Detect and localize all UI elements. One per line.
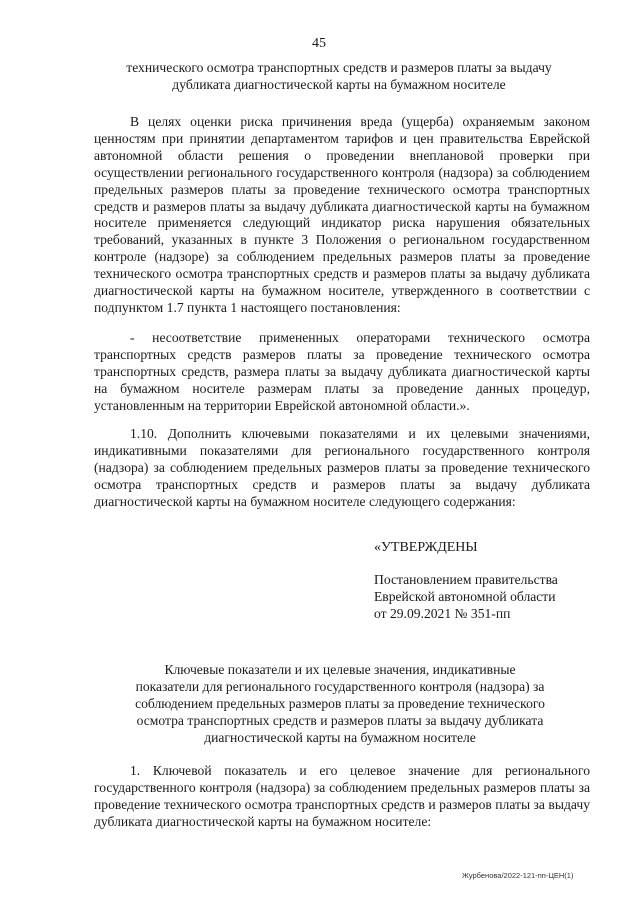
item-1-text: 1. Ключевой показатель и его целевое значение для регионального государственного контроля (надзора) за соблюдением предельных размеров платы за проведение технического осмотра транспортных средств и размеров платы за выдачу дубликата диагностической карты на бумажном носителе: (94, 763, 590, 829)
approval-block (374, 572, 604, 623)
section-heading-line-3: соблюдением предельных размеров платы за проведение технического (135, 695, 545, 711)
continued-heading (96, 60, 582, 94)
section-heading-line-5: диагностической карты на бумажном носителе (204, 729, 476, 745)
item-1-10-paragraph (94, 426, 590, 511)
section-heading-line-4: осмотра транспортных средств и размеров платы за выдачу дубликата (136, 712, 544, 728)
dash-item-text: - несоответствие примененных операторами технического осмотра транспортных средств размеров платы за проведение технического осмотра транспортных средств, размера платы за выдачу дубликата диагностической карты на бумажном носителе размерам платы за проведение данных процедур, установленным на территории Еврейской автономной области.». (94, 330, 590, 413)
document-code: Журбенова/2022-121-пп-ЦЕН(1) (462, 871, 574, 880)
risk-indicator-text: В целях оценки риска причинения вреда (ущерба) охраняемым законом ценностям при принятии департаментом тарифов и цен правительства Еврейской автономной области решения о проведении внеплановой проверки при осуществлении регионального государственного контроля (надзора) за соблюдением предельных размеров платы за проведение технического осмотра транспортных средств и размеров платы за выдачу дубликата диагностической карты на бумажном носителе применяется следующий индикатор риска нарушения обязательных требований, указанных в пункте 3 Положения о региональном государственном контроле (надзоре) за соблюдением предельных размеров платы за проведение технического осмотра транспортных средств и размеров платы за выдачу дубликата диагностической карты на бумажном носителе, утвержденного в соответствии с подпунктом 1.7 пункта 1 настоящего постановления: (94, 114, 590, 315)
approval-title: «УТВЕРЖДЕНЫ (374, 540, 478, 555)
approval-line-3: от 29.09.2021 № 351-пп (374, 605, 511, 621)
section-heading-line-1: Ключевые показатели и их целевые значения, индикативные (164, 662, 516, 677)
approval-line-2: Еврейской автономной области (374, 588, 556, 604)
risk-indicator-paragraph (94, 114, 590, 317)
item-1-paragraph (94, 763, 590, 831)
section-heading-line-2: показатели для регионального государственного контроля (надзора) за (135, 678, 545, 694)
section-heading (100, 662, 580, 747)
item-1-10-text: 1.10. Дополнить ключевыми показателями и их целевыми значениями, индикативными показателями для регионального государственного контроля (надзора) за соблюдением предельных размеров платы за проведение технического осмотра транспортных средств и размеров платы за выдачу дубликата диагностической карты на бумажном носителе следующего содержания: (94, 426, 590, 509)
page-number: 45 (312, 36, 326, 51)
continued-heading-line-1: технического осмотра транспортных средств и размеров платы за выдачу (126, 60, 552, 75)
dash-item-paragraph (94, 330, 590, 415)
continued-heading-line-2: дубликата диагностической карты на бумажном носителе (172, 76, 506, 92)
approval-line-1: Постановлением правительства (374, 572, 558, 587)
